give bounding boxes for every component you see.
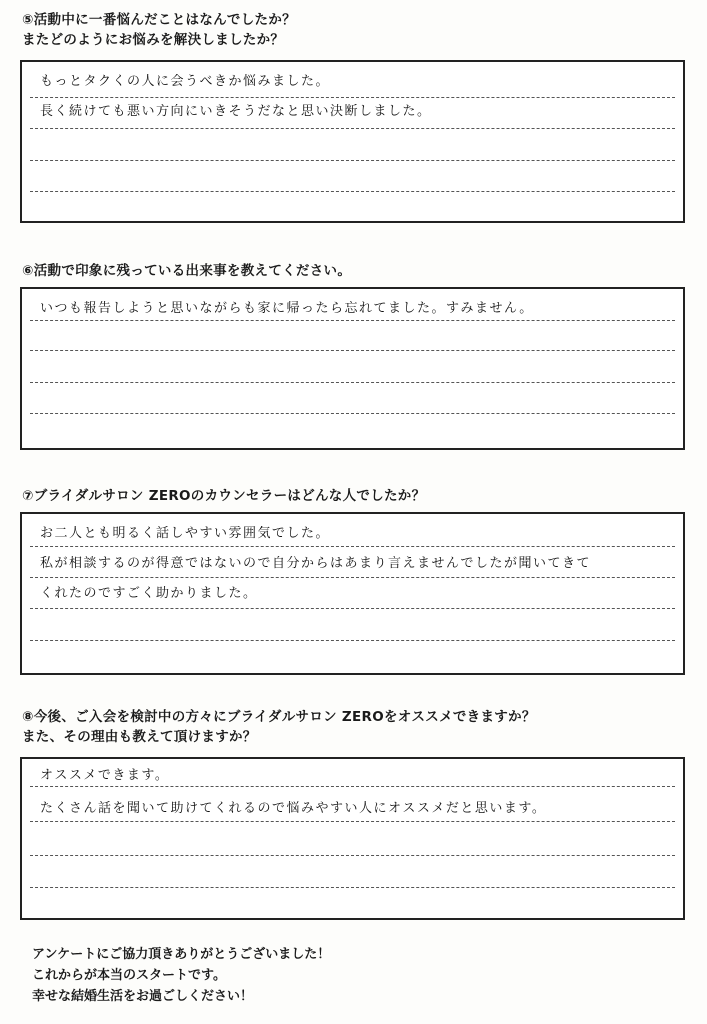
question-8	[22, 707, 536, 747]
question-6	[22, 261, 351, 281]
answer-7-line-1: お二人とも明るく話しやすい雰囲気でした。	[40, 526, 331, 541]
question-5	[22, 10, 296, 50]
answer-8-line-1: オススメできます。	[40, 768, 170, 783]
answer-7-line-3: くれたのですごく助かりました。	[40, 586, 258, 601]
answer-line	[30, 413, 675, 414]
answer-5-line-2: 長く続けても悪い方向にいきそうだなと思い決断しました。	[40, 104, 432, 119]
answer-line	[30, 577, 675, 578]
question-7-line-1: ⑦ブライダルサロン ZEROのカウンセラーはどんな人でしたか？	[22, 488, 426, 504]
answer-5-line-1: もっとタクくの人に会うべきか悩みました。	[40, 74, 331, 89]
answer-7-line-2: 私が相談するのが得意ではないので自分からはあまり言えませんでしたが聞いてきて	[40, 556, 592, 571]
answer-line	[30, 887, 675, 888]
answer-box-7	[20, 512, 685, 675]
question-6-line-1: ⑥活動で印象に残っている出来事を教えてください。	[22, 263, 352, 279]
answer-8-line-2: たくさん話を聞いて助けてくれるので悩みやすい人にオススメだと思います。	[40, 801, 547, 816]
answer-line	[30, 855, 675, 856]
answer-line	[30, 640, 675, 641]
closing-line-1: アンケートにご協力頂きありがとうございました！	[32, 947, 331, 962]
answer-line	[30, 191, 675, 192]
answer-box-5	[20, 60, 685, 223]
answer-line	[30, 608, 675, 609]
answer-box-6	[20, 287, 685, 450]
answer-line	[30, 320, 675, 321]
answer-box-8	[20, 757, 685, 920]
question-5-line-1: ⑤活動中に一番悩んだことはなんでしたか？	[22, 12, 296, 28]
question-8-line-1: ⑧今後、ご入会を検討中の方々にブライダルサロン ZEROをオススメできますか？	[22, 709, 536, 725]
answer-line	[30, 350, 675, 351]
closing-line-3: 幸せな結婚生活をお過ごしください！	[32, 989, 254, 1004]
question-8-line-2: また、その理由も教えて頂けますか？	[22, 729, 257, 745]
answer-line	[30, 160, 675, 161]
answer-line	[30, 128, 675, 129]
answer-line	[30, 786, 675, 787]
question-5-line-2: またどのようにお悩みを解決しましたか？	[22, 32, 285, 48]
answer-line	[30, 546, 675, 547]
closing-message	[32, 944, 330, 1007]
answer-line	[30, 97, 675, 98]
closing-line-2: これからが本当のスタートです。	[32, 968, 226, 983]
answer-6-line-1: いつも報告しようと思いながらも家に帰ったら忘れてました。すみません。	[40, 301, 534, 316]
answer-line	[30, 382, 675, 383]
answer-line	[30, 821, 675, 822]
question-7	[22, 486, 425, 506]
